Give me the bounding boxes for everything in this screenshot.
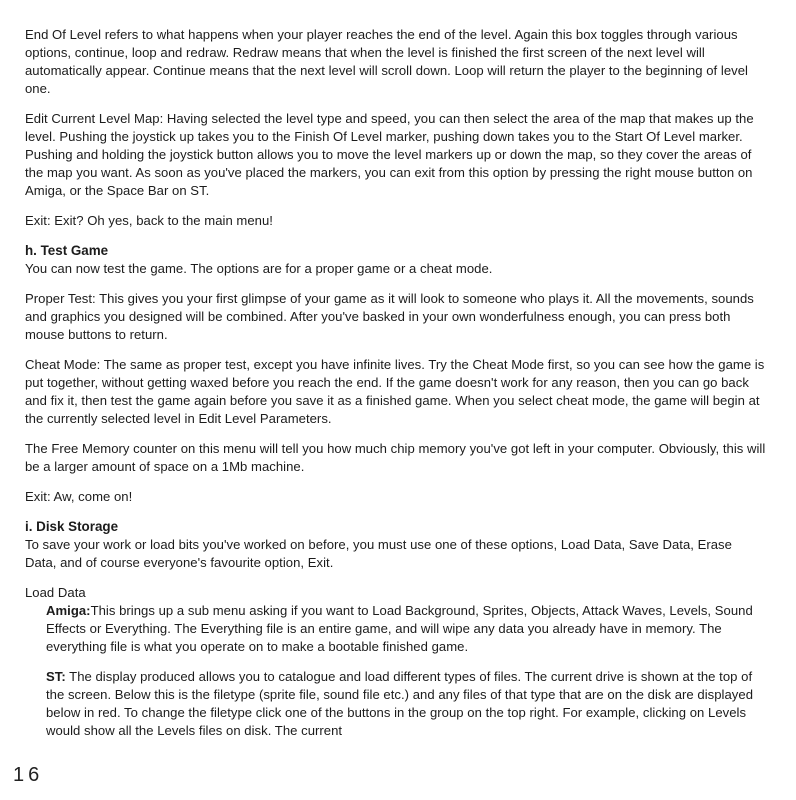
section-heading-test-game: h. Test Game	[25, 243, 109, 258]
page-number: 16	[13, 764, 44, 786]
paragraph-st-load-data	[25, 668, 766, 740]
amiga-label: Amiga:	[46, 603, 91, 618]
paragraph-cheat-mode: Cheat Mode: The same as proper test, except you have infinite lives. Try the Cheat Mode first, so you can see how the game is put together, without getting waxed before you reach the end. If the game doesn't work for any reason, then you can go back and fix it, then test the game again before you save it as a finished game. When you select cheat mode, the game will begin at the currently selected level in Edit Level Parameters.	[25, 357, 765, 426]
paragraph-exit-main-menu: Exit: Exit? Oh yes, back to the main menu!	[25, 213, 273, 228]
paragraph-disk-storage-intro: To save your work or load bits you've worked on before, you must use one of these options, Load Data, Save Data, Erase Data, and of course everyone's favourite option, Exit.	[25, 537, 732, 570]
amiga-text: This brings up a sub menu asking if you want to Load Background, Sprites, Objects, Attack Waves, Levels, Sound Effects or Everything. The Everything file is an entire game, and will wipe any data you already have in memory. The everything file is what you operate on to make a bootable finished game.	[46, 603, 753, 654]
paragraph-edit-current-level-map: Edit Current Level Map: Having selected the level type and speed, you can then select the area of the map that makes up the level. Pushing the joystick up takes you to the Finish Of Level marker, pushing down takes you to the Start Of Level marker. Pushing and holding the joystick button allows you to move the level markers up or down the map, so they cover the areas of the map you want. As soon as you've placed the markers, you can exit from this option by pressing the right mouse button on Amiga, or the Space Bar on ST.	[25, 111, 754, 198]
paragraph-exit-come-on: Exit: Aw, come on!	[25, 489, 133, 504]
paragraph-free-memory: The Free Memory counter on this menu will tell you how much chip memory you've got left in your computer. Obviously, this will be a larger amount of space on a 1Mb machine.	[25, 441, 766, 474]
paragraph-test-game-intro: You can now test the game. The options are for a proper game or a cheat mode.	[25, 261, 493, 276]
st-label: ST:	[46, 669, 66, 684]
st-text: The display produced allows you to catalogue and load different types of files. The current drive is shown at the top of the screen. Below this is the filetype (sprite file, sound file etc.) and any files of that type that are on the disk are displayed below in red. To change the filetype click one of the buttons in the group on the top right. For example, clicking on Levels would show all the Levels files on disk. The current	[46, 669, 754, 738]
paragraph-amiga-load-data	[25, 602, 766, 656]
paragraph-proper-test: Proper Test: This gives you your first glimpse of your game as it will look to someone who plays it. All the movements, sounds and graphics you designed will be combined. After you've basked in your own wonderfulness enough, you can press both mouse buttons to return.	[25, 291, 754, 342]
paragraph-end-of-level: End Of Level refers to what happens when your player reaches the end of the level. Again this box toggles through various options, continue, loop and redraw. Redraw means that when the level is finished the first screen of the next level will automatically appear. Continue means that the next level will scroll down. Loop will return the player to the beginning of level one.	[25, 27, 748, 96]
section-heading-disk-storage: i. Disk Storage	[25, 519, 119, 534]
label-load-data: Load Data	[25, 585, 86, 600]
